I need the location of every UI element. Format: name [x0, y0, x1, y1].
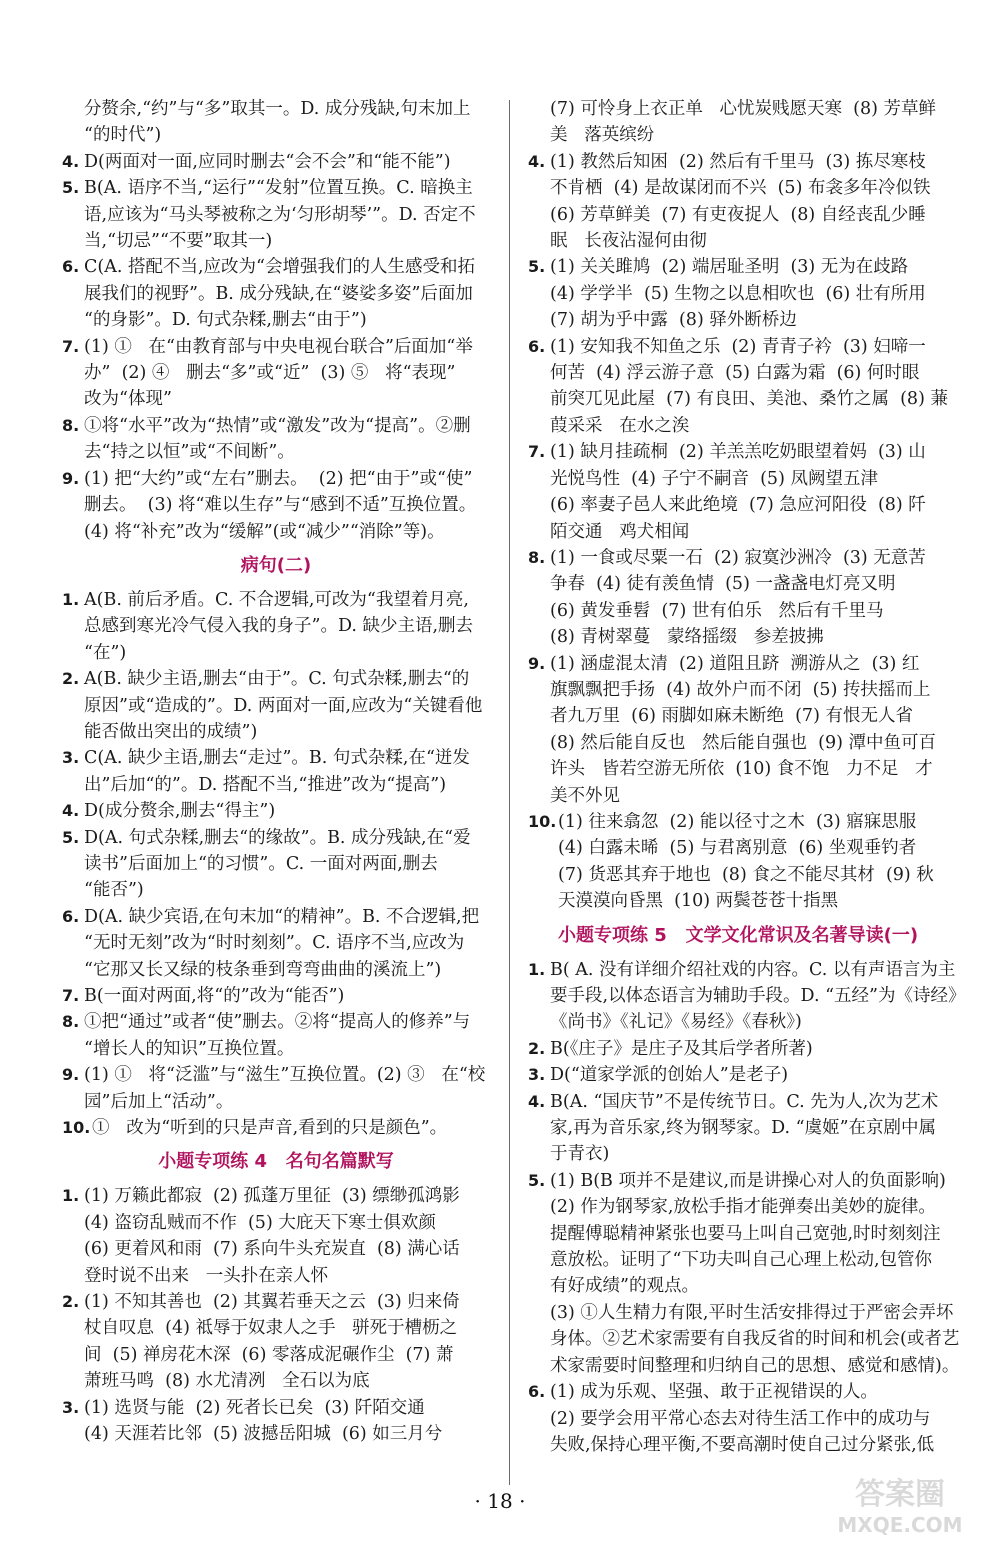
answer-text: (2) 作为钢琴家,放松手指才能弹奏出美妙的旋律。 [550, 1197, 936, 1218]
question-number: 2. [528, 1038, 546, 1058]
answer-line [528, 492, 962, 518]
answer-text: 旗飘飘把手扬 (4) 故外户而不闭 (5) 抟扶摇而上 [550, 679, 931, 700]
answer-line [62, 1368, 490, 1394]
question-number: 1. [528, 959, 546, 979]
answer-line [528, 730, 962, 756]
answer-line [62, 254, 490, 280]
answer-text: 原因”或“造成的”。D. 两面对一面,应改为“关键看他 [84, 695, 483, 716]
answer-line [528, 175, 962, 201]
section-heading: 病句(二) [240, 554, 312, 576]
answer-line [528, 254, 962, 280]
answer-line [62, 957, 490, 983]
answer-text: 许头 皆若空游无所依 (10) 食不饱 力不足 才 [550, 759, 933, 780]
section-heading: 小题专项练 5 文学文化常识及名著导读(一) [558, 924, 919, 946]
question-number: 9. [62, 468, 80, 488]
answer-text: 去“持之以恒”或“不间断”。 [84, 442, 295, 463]
watermark-logo [820, 1470, 980, 1540]
answer-line [62, 666, 490, 692]
question-number: 2. [62, 1292, 80, 1312]
answer-text: D(“道家学派的创始人”是老子) [550, 1065, 789, 1086]
answer-line [62, 228, 490, 254]
answer-text: (2) 要学会用平常心态去对待生活工作中的成功与 [550, 1408, 931, 1429]
answer-text: (1) 安知我不知鱼之乐 (2) 青青子衿 (3) 妇啼一 [550, 336, 926, 357]
answer-text: (1) 一食或尽粟一石 (2) 寂寞沙洲冷 (3) 无意苦 [550, 547, 926, 568]
answer-text: (6) 黄发垂髫 (7) 世有伯乐 然后有千里马 [550, 600, 884, 621]
answer-text: 能否做出突出的成绩”) [84, 721, 258, 742]
question-number: 4. [62, 801, 80, 821]
answer-line [528, 1168, 962, 1194]
question-number: 6. [62, 257, 80, 277]
question-number: 4. [62, 151, 80, 171]
answer-text: (1) 不知其善也 (2) 其翼若垂天之云 (3) 归来倚 [84, 1292, 460, 1313]
answer-text: 提醒傅聪精神紧张也要马上叫自己宽弛,时时刻刻注 [550, 1223, 941, 1244]
question-number: 3. [62, 748, 80, 768]
answer-line [62, 745, 490, 771]
answer-text: (1) 涵虚混太清 (2) 道阻且跻 溯游从之 (3) 红 [550, 653, 920, 674]
answer-text: (1) 选贤与能 (2) 死者长已矣 (3) 阡陌交通 [84, 1397, 425, 1418]
answer-line [528, 651, 962, 677]
answer-line [62, 492, 490, 518]
answer-line [528, 809, 962, 835]
answer-text: 登时说不出来 一头扑在亲人怀 [84, 1265, 329, 1286]
answer-line [62, 96, 490, 122]
answer-text: 萧班马鸣 (8) 水尤清冽 全石以为底 [84, 1371, 370, 1392]
answer-text: 办” (2) ④ 删去“多”或“近” (3) ⑤ 将“表现” [84, 363, 456, 384]
answer-line [62, 202, 490, 228]
answer-text: 意放松。证明了“下功夫叫自己心理上松动,包管你 [550, 1250, 933, 1271]
answer-line [528, 439, 962, 465]
question-number: 6. [528, 336, 546, 356]
answer-text: 陌交通 鸡犬相闻 [550, 521, 690, 542]
answer-line [62, 772, 490, 798]
answer-text: 术家需要时间整理和归纳自己的思想、感觉和感情)。 [550, 1355, 960, 1376]
answer-line [528, 1247, 962, 1273]
answer-line [62, 1036, 490, 1062]
answer-line [528, 334, 962, 360]
answer-line [528, 862, 962, 888]
answer-line [528, 957, 962, 983]
answer-line [528, 96, 962, 122]
answer-line [62, 386, 490, 412]
answer-line [62, 983, 490, 1009]
answer-text: (1) ① 在“由教育部与中央电视台联合”后面加“举 [84, 336, 473, 357]
answer-text: 失败,保持心理平衡,不要高潮时使自己过分紧张,低 [550, 1434, 935, 1455]
answer-text: 当,“切忌”“不要”取其一) [84, 231, 273, 252]
question-number: 9. [528, 653, 546, 673]
answer-text: “增长人的知识”互换位置。 [84, 1038, 295, 1059]
answer-text: (8) 青树翠蔓 蒙络摇缀 参差披拂 [550, 627, 824, 648]
answer-text: 前突兀见此屋 (7) 有良田、美池、桑竹之属 (8) 蒹 [550, 389, 948, 410]
answer-text: 分赘余,“约”与“多”取其一。D. 成分残缺,句末加上 [84, 99, 471, 119]
answer-line [62, 466, 490, 492]
answer-line [528, 571, 962, 597]
answer-text: (3) ①人生精力有限,平时生活安排得过于严密会弄坏 [550, 1302, 954, 1323]
answer-text: A(B. 前后矛盾。C. 不合逻辑,可改为“我望着月亮, [84, 589, 469, 610]
answer-text: A(B. 缺少主语,删去“由于”。C. 句式杂糅,删去“的 [84, 669, 470, 690]
answer-text: (1) B(B 项并不是建议,而是讲操心对人的负面影响) [550, 1170, 946, 1191]
section-heading: 小题专项练 4 名句名篇默写 [158, 1151, 394, 1173]
answer-text: 《尚书》《礼记》《易经》《春秋》) [550, 1012, 802, 1033]
answer-text: 美 落英缤纷 [550, 125, 655, 146]
answer-line [528, 1115, 962, 1141]
answer-line [528, 783, 962, 809]
answer-line [62, 693, 490, 719]
answer-line [528, 1326, 962, 1352]
answer-text: B(一面对两面,将“的”改为“能否”) [84, 986, 345, 1006]
answer-line [528, 1009, 962, 1035]
answer-line [528, 545, 962, 571]
answer-line [62, 1395, 490, 1421]
answer-line [62, 281, 490, 307]
answer-line [528, 519, 962, 545]
answer-text: (4) 将“补充”改为“缓解”(或“减少”“消除”等)。 [84, 521, 445, 542]
answer-line [62, 613, 490, 639]
answer-line [62, 640, 490, 666]
answer-line [528, 756, 962, 782]
answer-line [62, 1115, 490, 1141]
answer-text: “在”) [84, 642, 127, 663]
answer-line [62, 439, 490, 465]
answer-line [62, 519, 490, 545]
answer-line [62, 1183, 490, 1209]
answer-line [528, 413, 962, 439]
answer-text: 总感到寒光冷气侵入我的身子”。D. 缺少主语,删去 [84, 616, 474, 637]
answer-line [62, 825, 490, 851]
answer-text: 删去。 (3) 将“难以生存”与“感到不适”互换位置。 [84, 495, 477, 516]
answer-text: C(A. 缺少主语,删去“走过”。B. 句式杂糅,在“迸发 [84, 748, 470, 769]
answer-text: (1) 万籁此都寂 (2) 孤蓬万里征 (3) 缥缈孤鸿影 [84, 1186, 460, 1207]
answer-text: “的身影”。D. 句式杂糅,删去“由于”) [84, 310, 367, 331]
answer-text: 读书”后面加上“的习惯”。C. 一面对两面,删去 [84, 853, 438, 874]
answer-line [528, 1141, 962, 1167]
answer-line [528, 703, 962, 729]
answer-line [62, 149, 490, 175]
left-column [62, 96, 490, 1448]
answer-line [62, 122, 490, 148]
answer-line [528, 1353, 962, 1379]
answer-text: 争春 (4) 徒有羡鱼情 (5) 一盏盏电灯亮又明 [550, 574, 896, 595]
answer-line [528, 1062, 962, 1088]
answer-text: 出”后加“的”。D. 搭配不当,“推进”改为“提高”) [84, 774, 447, 795]
answer-text: B(A. 语序不当,“运行”“发射”位置互换。C. 暗换主 [84, 178, 473, 199]
answer-text: 何苦 (4) 浮云游子意 (5) 白露为霜 (6) 何时眼 [550, 363, 920, 384]
watermark-subtext: MXQE.COM [837, 1513, 963, 1537]
question-number: 6. [528, 1382, 546, 1402]
answer-line [62, 1421, 490, 1447]
answer-line [528, 1221, 962, 1247]
question-number: 10. [528, 811, 557, 831]
answer-line [62, 1089, 490, 1115]
answer-text: (7) 可怜身上衣正单 心忧炭贱愿天寒 (8) 芳草鲜 [550, 99, 937, 119]
question-number: 3. [528, 1065, 546, 1085]
answer-line [62, 587, 490, 613]
right-column [528, 96, 966, 1458]
answer-text: “能否”) [84, 880, 144, 901]
answer-line [528, 835, 962, 861]
answer-line [528, 360, 962, 386]
answer-text: 展我们的视野”。B. 成分残缺,在“婆娑多姿”后面加 [84, 283, 473, 304]
answer-text: “无时无刻”改为“时时刻刻”。C. 语序不当,应改为 [84, 933, 465, 954]
answer-text: 要手段,以体态语言为辅助手段。D. “五经”为《诗经》 [550, 986, 966, 1006]
answer-text: 葭采采 在水之涘 [550, 415, 690, 436]
question-number: 4. [528, 151, 546, 171]
question-number: 7. [62, 986, 80, 1005]
answer-line [528, 1089, 962, 1115]
answer-text: D(两面对一面,应同时删去“会不会”和“能不能”) [84, 151, 451, 172]
answer-line [62, 1210, 490, 1236]
answer-text: 杖自叹息 (4) 祗辱于奴隶人之手 骈死于槽枥之 [84, 1318, 458, 1339]
question-number: 8. [62, 1012, 80, 1032]
question-number: 5. [62, 178, 80, 198]
answer-line [528, 307, 962, 333]
question-number: 2. [62, 669, 80, 689]
answer-line [62, 719, 490, 745]
answer-text: “的时代”) [84, 125, 162, 146]
answer-text: (4) 学学半 (5) 生物之以息相吹也 (6) 壮有所用 [550, 283, 926, 304]
answer-text: D(成分赘余,删去“得主”) [84, 801, 276, 822]
answer-text: ①将“水平”改为“热情”或“激发”改为“提高”。②删 [84, 415, 471, 436]
answer-line [62, 307, 490, 333]
question-number: 9. [62, 1065, 80, 1085]
answer-line [528, 1379, 962, 1405]
answer-line [528, 624, 962, 650]
answer-text: 间 (5) 禅房花木深 (6) 零落成泥碾作尘 (7) 萧 [84, 1344, 454, 1365]
answer-text: (1) 往来翕忽 (2) 能以径寸之木 (3) 寤寐思服 [558, 811, 917, 832]
answer-text: (1) 把“大约”或“左右”删去。 (2) 把“由于”或“使” [84, 468, 473, 489]
question-number: 4. [528, 1091, 546, 1111]
watermark-text: 答案圈 [855, 1477, 945, 1512]
answer-text: 于青衣) [550, 1144, 610, 1165]
answer-text: B( A. 没有详细介绍社戏的内容。C. 以有声语言为主 [550, 959, 956, 980]
question-number: 5. [62, 827, 80, 847]
answer-line [62, 413, 490, 439]
answer-line [62, 930, 490, 956]
answer-text: (7) 胡为乎中露 (8) 驿外断桥边 [550, 310, 797, 331]
question-number: 5. [528, 257, 546, 277]
answer-line [62, 360, 490, 386]
answer-text: 美不外见 [550, 785, 620, 806]
answer-line [528, 598, 962, 624]
answer-text: (1) 关关雎鸠 (2) 端居耻圣明 (3) 无为在歧路 [550, 257, 909, 278]
answer-line [528, 983, 966, 1009]
answer-line [62, 798, 490, 824]
answer-text: 身体。②艺术家需要有自我反省的时间和机会(或者艺 [550, 1329, 960, 1350]
answer-line [62, 851, 490, 877]
question-number: 8. [62, 415, 80, 435]
answer-line [62, 1236, 490, 1262]
question-number: 10. [62, 1118, 91, 1138]
question-number: 1. [62, 1186, 80, 1206]
answer-text: (8) 然后能自反也 然后能自强也 (9) 潭中鱼可百 [550, 732, 937, 753]
answer-text: C(A. 搭配不当,应改为“会增强我们的人生感受和拓 [84, 257, 475, 278]
answer-line [62, 1342, 490, 1368]
question-number: 6. [62, 906, 80, 926]
answer-text: 不肯栖 (4) 是故谋闭而不兴 (5) 布衾多年冷似铁 [550, 178, 931, 199]
answer-line [528, 1300, 962, 1326]
column-divider [509, 100, 510, 1485]
answer-text: 家,再为音乐家,终为钢琴家。D. “虞姬”在京剧中属 [550, 1118, 937, 1139]
question-number: 8. [528, 547, 546, 567]
answer-text: 光悦鸟性 (4) 子宁不嗣音 (5) 凤阙望五津 [550, 468, 878, 489]
answer-line [62, 877, 490, 903]
answer-text: (1) ① 将“泛滥”与“滋生”互换位置。(2) ③ 在“校 [84, 1065, 486, 1086]
answer-text: (4) 盗窃乱贼而不作 (5) 大庇天下寒士俱欢颜 [84, 1212, 436, 1233]
question-number: 1. [62, 589, 80, 609]
answer-text: 眠 长夜沾湿何由彻 [550, 231, 707, 252]
answer-text: (4) 天涯若比邻 (5) 波撼岳阳城 (6) 如三月兮 [84, 1424, 443, 1445]
answer-line [62, 1289, 490, 1315]
answer-text: 有好成绩”的观点。 [550, 1276, 699, 1297]
answer-text: 园”后加上“活动”。 [84, 1091, 234, 1112]
answer-text: ①把“通过”或者“使”删去。②将“提高人的修养”与 [84, 1012, 471, 1033]
answer-line [62, 1009, 490, 1035]
answer-text: ① 改为“听到的只是声音,看到的只是颜色”。 [92, 1118, 448, 1139]
answer-line [528, 202, 962, 228]
question-number: 3. [62, 1397, 80, 1417]
page-number: · 18 · [474, 1489, 526, 1513]
answer-line [528, 1432, 962, 1458]
question-number: 5. [528, 1170, 546, 1190]
answer-line [528, 888, 962, 914]
answer-line [528, 386, 962, 412]
answer-text: D(A. 缺少宾语,在句末加“的精神”。B. 不合逻辑,把 [84, 906, 480, 927]
answer-text: (1) 缺月挂疏桐 (2) 羊羔羔吃奶眼望着妈 (3) 山 [550, 442, 926, 463]
answer-line [528, 466, 962, 492]
answer-line [62, 1315, 490, 1341]
answer-text: (6) 芳草鲜美 (7) 有吏夜捉人 (8) 自经丧乱少睡 [550, 204, 926, 225]
answer-line [62, 175, 490, 201]
answer-line [62, 334, 490, 360]
answer-text: 语,应该为“马头琴被称之为‘匀形胡琴’”。D. 否定不 [84, 204, 476, 225]
answer-line [528, 228, 962, 254]
answer-line [528, 1406, 962, 1432]
answer-text: 改为“体现” [84, 389, 172, 410]
answer-line [62, 1062, 490, 1088]
answer-line [528, 1194, 962, 1220]
answer-text: (1) 教然后知困 (2) 然后有千里马 (3) 拣尽寒枝 [550, 151, 926, 172]
answer-line [528, 677, 962, 703]
answer-line [528, 281, 962, 307]
answer-line [528, 1273, 962, 1299]
answer-text: B(《庄子》是庄子及其后学者所著) [550, 1038, 813, 1059]
question-number: 7. [62, 336, 80, 356]
answer-text: (7) 货恶其弃于地也 (8) 食之不能尽其材 (9) 秋 [558, 864, 934, 885]
answer-text: (6) 率妻子邑人来此绝境 (7) 急应河阳役 (8) 阡 [550, 495, 926, 516]
answer-line [62, 904, 490, 930]
answer-line [528, 149, 962, 175]
answer-text: 者九万里 (6) 雨脚如麻未断绝 (7) 有恨无人省 [550, 706, 913, 727]
answer-text: 天漠漠向昏黑 (10) 两鬓苍苍十指黑 [558, 891, 839, 912]
question-number: 7. [528, 442, 546, 462]
answer-text: D(A. 句式杂糅,删去“的缘故”。B. 成分残缺,在“爱 [84, 827, 471, 848]
answer-text: B(A. “国庆节”不是传统节日。C. 先为人,次为艺术 [550, 1091, 939, 1112]
answer-line [528, 122, 962, 148]
answer-text: (4) 白露未晞 (5) 与君离别意 (6) 坐观垂钓者 [558, 838, 917, 859]
answer-line [528, 1036, 962, 1062]
answer-text: (1) 成为乐观、坚强、敢于正视错误的人。 [550, 1382, 878, 1403]
answer-text: (6) 更着风和雨 (7) 系向牛头充炭直 (8) 满心话 [84, 1239, 460, 1260]
answer-text: “它那又长又绿的枝条垂到弯弯曲曲的溪流上”) [84, 959, 442, 980]
answer-line [62, 1263, 490, 1289]
